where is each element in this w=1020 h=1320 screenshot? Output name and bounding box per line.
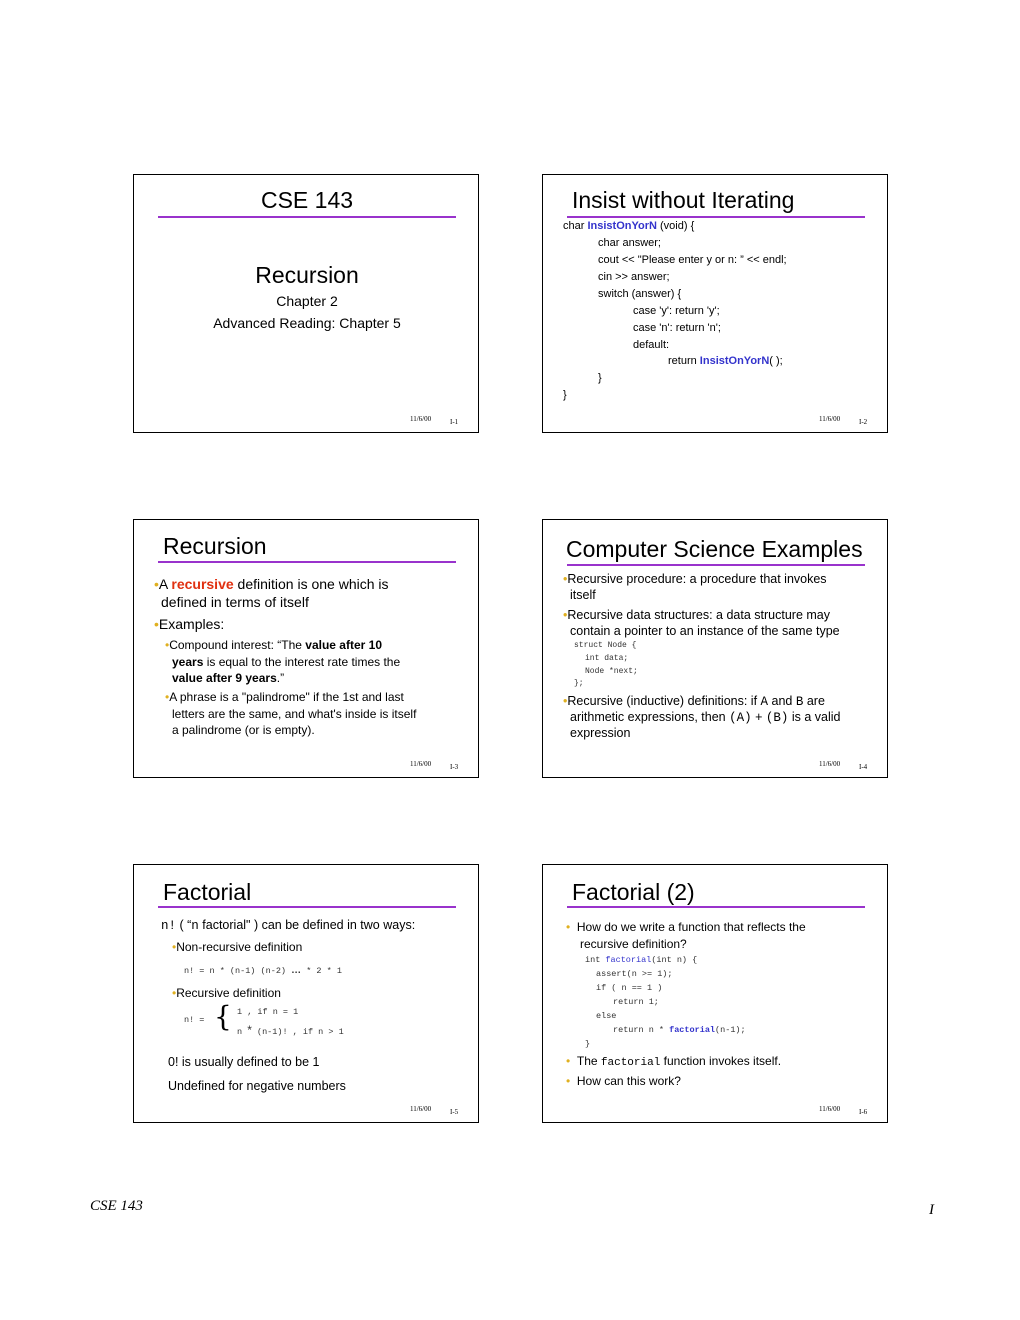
slide-title: Factorial [163,879,252,905]
slide-title: CSE 143 [260,187,354,213]
code-line-5: switch (answer) { [598,288,682,300]
code-end: }; [574,679,584,688]
sub-bullet-2-end: a palindrome (or is empty). [172,723,315,737]
slide-number: I-1 [450,418,459,426]
slide-title: Factorial (2) [572,879,695,905]
bullet-icon: • [165,690,170,704]
bullet-2: •Examples: [154,616,225,632]
bullet-1-cont: defined in terms of itself [161,594,309,610]
brace-icon: { [214,1000,232,1033]
sub-bullet-2-cont: letters are the same, and what's inside is itself [172,707,417,721]
chapter-text: Chapter 2 [276,293,338,309]
page-footer-course: CSE 143 [90,1198,143,1214]
bullet-3-end: expression [570,726,631,740]
formula-case-2: n * (n-1)! , if n > 1 [237,1023,344,1037]
slide-3 [133,519,479,778]
bullet-icon: • [566,1074,571,1088]
code-line-5: else [596,1011,617,1021]
title-rule [567,216,865,218]
code-line-4: return 1; [613,997,659,1007]
bullet-2-cont: contain a pointer to an instance of the same type [570,624,840,638]
slide-date: 11/6/00 [819,760,841,768]
slide-subtitle: Recursion [255,262,359,288]
bullet-1: •Recursive procedure: a procedure that invokes [563,572,827,586]
reading-text: Advanced Reading: Chapter 5 [213,315,401,331]
slide-2 [542,174,888,433]
code-line-3: cout << "Please enter y or n: ” << endl; [598,254,787,266]
code-line-4: cin >> answer; [598,271,670,283]
code-line-11: } [563,389,567,401]
bullet-icon: • [154,616,159,632]
sub-bullet-2: •Recursive definition [172,986,281,1000]
sub-bullet-1-end: value after 9 years.” [172,671,285,685]
slide-title: Insist without Iterating [572,187,795,213]
code-line-2: assert(n >= 1); [596,969,673,979]
note-zero: 0! is usually defined to be 1 [168,1055,320,1069]
definition-line: n! ( “n factorial" ) can be defined in two ways: [161,918,416,933]
bullet-icon: • [563,572,568,586]
formula-case-1: 1 , if n = 1 [237,1007,299,1017]
slide-title: Computer Science Examples [566,536,863,562]
slide-date: 11/6/00 [410,1105,432,1113]
page-footer-section: I [929,1202,934,1218]
formula-nonrecursive: n! = n * (n-1) (n-2) … * 2 * 1 [184,965,342,976]
sub-bullet-1-cont: years is equal to the interest rate times the [172,655,401,669]
bullet-3: • How can this work? [566,1074,681,1088]
bullet-icon: • [172,940,177,954]
bullet-2: •Recursive data structures: a data structure may [563,608,831,622]
code-line-3: if ( n == 1 ) [596,983,663,993]
slide-number: I-3 [450,763,459,771]
slide-date: 11/6/00 [819,415,841,423]
slide-date: 11/6/00 [410,415,432,423]
sub-bullet-2: •A phrase is a "palindrome" if the 1st and last [165,690,404,704]
bullet-3: •Recursive (inductive) definitions: if A and B are [563,694,825,709]
bullet-icon: • [563,608,568,622]
code-line-7: } [585,1039,591,1049]
code-line-6: return n * factorial(n-1); [613,1025,746,1035]
slide-1 [133,174,479,433]
bullet-1-cont: itself [570,588,596,602]
bullet-3-cont: arithmetic expressions, then (A) + (B) is a valid [570,710,841,725]
title-rule [567,906,865,908]
title-rule [158,561,456,563]
slide-4 [542,519,888,778]
code-line-9: return InsistOnYorN( ); [668,355,783,367]
slide-number: I-2 [859,418,868,426]
slide-5 [133,864,479,1123]
code-next: Node *next; [585,667,638,676]
bullet-1: • How do we write a function that reflects the [566,920,806,934]
sub-bullet-1: •Non-recursive definition [172,940,303,954]
slide-date: 11/6/00 [819,1105,841,1113]
bullet-icon: • [566,920,571,934]
bullet-icon: • [154,576,159,592]
title-rule [158,216,456,218]
title-rule [567,564,865,566]
code-line-6: case 'y': return 'y'; [633,305,720,317]
bullet-icon: • [165,638,170,652]
bullet-1-cont: recursive definition? [580,937,687,951]
bullet-icon: • [563,694,568,708]
slide-number: I-5 [450,1108,459,1116]
slide-number: I-4 [859,763,868,771]
bullet-icon: • [566,1054,571,1068]
bullet-icon: • [172,986,177,1000]
formula-lhs: n! = [184,1015,205,1025]
bullet-2: • The factorial function invokes itself. [566,1054,782,1069]
sub-bullet-1: •Compound interest: “The value after 10 [165,638,382,652]
code-line-1: char InsistOnYorN (void) { [563,220,695,232]
code-struct: struct Node { [574,641,637,650]
code-line-8: default: [633,339,670,351]
slide-date: 11/6/00 [410,760,432,768]
title-rule [158,906,456,908]
code-data: int data; [585,654,629,663]
slide-title: Recursion [163,533,267,559]
note-negative: Undefined for negative numbers [168,1079,346,1093]
slide-number: I-6 [859,1108,868,1116]
slide-6 [542,864,888,1123]
code-line-10: } [598,372,602,384]
code-line-7: case 'n': return 'n'; [633,322,721,334]
bullet-1: •A recursive definition is one which is [154,576,389,592]
code-line-1: int factorial(int n) { [585,955,698,965]
code-line-2: char answer; [598,237,661,249]
